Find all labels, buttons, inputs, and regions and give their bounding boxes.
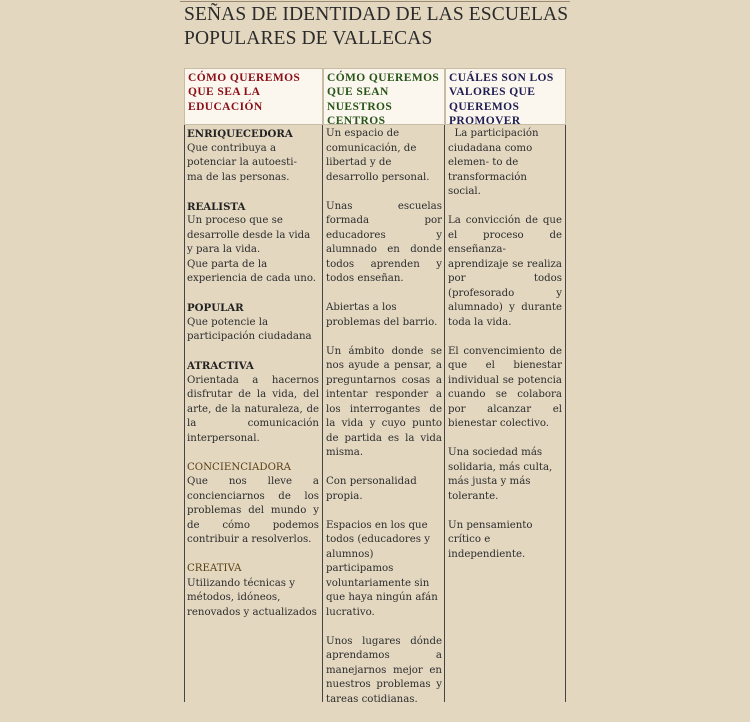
header-values: CUÁLES SON LOS VALORES QUE QUEREMOS PROMOVER xyxy=(445,68,566,125)
item-heading: POPULAR xyxy=(187,302,244,314)
paragraph: El convencimiento de que el bienestar individual se potencia cuando se colabora por alcanzar el bienestar colectivo. xyxy=(448,345,562,429)
item-heading: REALISTA xyxy=(187,200,246,213)
item-heading: CREATIVA xyxy=(187,563,242,574)
header-education: CÓMO QUEREMOS QUE SEA LA EDUCACIÓN xyxy=(184,68,323,125)
paragraph: La participación ciudadana como elemen- to de transformación social. xyxy=(448,128,542,197)
item-text: Que parta de la experiencia de cada uno. xyxy=(187,258,317,284)
title-line-1: SEÑAS DE IDENTIDAD DE LAS ESCUELAS xyxy=(184,4,569,25)
identity-table xyxy=(184,68,566,705)
paragraph: Un espacio de comunicación, de libertad y de desarrollo personal. xyxy=(326,128,430,183)
item-atractiva xyxy=(187,359,319,446)
item-concienciadora xyxy=(187,461,319,548)
paragraph: Unos lugares dónde aprendamos a manejarnos mejor en nuestros problemas y tareas cotidianas. xyxy=(326,635,442,705)
document-page xyxy=(180,0,570,705)
paragraph: Con personalidad propia. xyxy=(326,476,417,502)
item-enriquecedora xyxy=(187,127,319,185)
paragraph: Unas escuelas formada por educadores y alumnado en donde todos aprenden y todos enseñan. xyxy=(326,200,442,284)
item-text: Utilizando técnicas y métodos, idóneos, renovados y actualizados xyxy=(187,577,317,618)
item-heading: ENRIQUECEDORA xyxy=(187,128,293,140)
item-text: Un proceso que se desarrolle desde la vida y para la vida. xyxy=(187,215,311,255)
column-divider xyxy=(565,125,566,702)
item-text: potenciar la autoesti- xyxy=(187,157,297,168)
column-divider xyxy=(322,125,323,702)
item-heading: ATRACTIVA xyxy=(187,360,254,372)
header-centers: CÓMO QUEREMOS QUE SEAN NUESTROS CENTROS xyxy=(323,68,445,125)
column-education xyxy=(187,127,319,635)
item-text: Que potencie la participación ciudadana xyxy=(187,316,312,342)
paragraph: Una sociedad más solidaria, más culta, más justa y más tolerante. xyxy=(448,447,553,502)
paragraph: Un pensamiento crítico e independiente. xyxy=(448,519,533,560)
paragraph: Abiertas a los problemas del barrio. xyxy=(326,302,438,328)
column-divider xyxy=(444,125,445,702)
item-popular xyxy=(187,301,319,345)
column-divider xyxy=(184,125,185,702)
column-values xyxy=(448,127,562,577)
column-centers xyxy=(326,127,442,722)
item-heading: CONCIENCIADORA xyxy=(187,461,291,473)
paragraph: Un ámbito donde se nos ayude a pensar, a preguntarnos cosas a intentar responder a los interrogantes de la vida y cuyo punto de partida es la vida misma. xyxy=(326,345,442,458)
item-text: Orientada a hacernos disfrutar de la vida, del arte, de la naturaleza, de la comunicación interpersonal. xyxy=(187,374,319,444)
top-rule xyxy=(180,1,570,2)
title-line-2: POPULARES DE VALLECAS xyxy=(184,28,433,49)
item-creativa xyxy=(187,562,319,620)
paragraph: Espacios en los que todos (educadores y alumnos) participamos voluntariamente sin que haya ningún afán lucrativo. xyxy=(326,519,438,618)
item-text: ma de las personas. xyxy=(187,171,290,183)
item-realista xyxy=(187,200,319,287)
item-text: Que contribuya a xyxy=(187,142,277,154)
paragraph: La convicción de que el proceso de enseñanza-aprendizaje se realiza por todos (profesorado y alumnado) y durante toda la vida. xyxy=(448,215,562,328)
item-text: Que nos lleve a concienciarnos de los problemas del mundo y de cómo podemos contribuir a resolverlos. xyxy=(187,476,319,545)
page-title xyxy=(184,3,570,51)
